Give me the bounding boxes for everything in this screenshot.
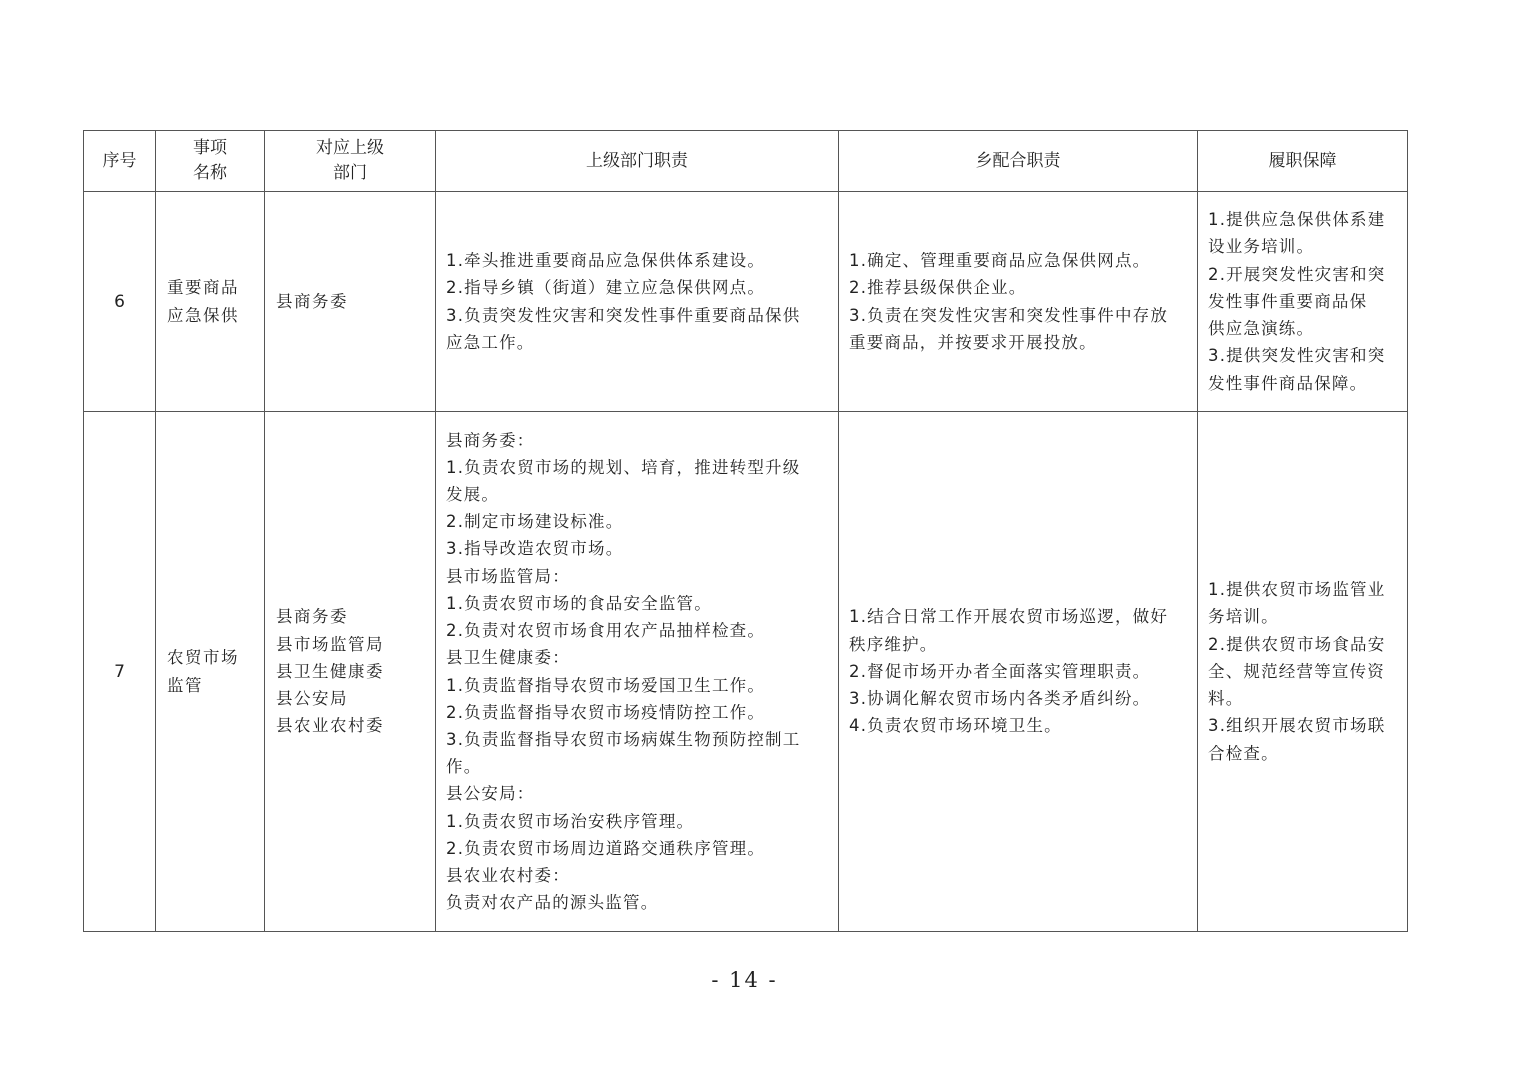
cell-guarantee-line: 料。 [1208, 689, 1244, 709]
cell-guarantee-line: 发性事件商品保障。 [1208, 373, 1368, 393]
cell-township-duty-line: 秩序维护。 [849, 634, 938, 654]
cell-guarantee-line: 发性事件重要商品保 [1208, 291, 1368, 311]
cell-guarantee-line: 供应急演练。 [1208, 319, 1315, 339]
header-township-duty: 乡配合职责 [839, 131, 1198, 192]
cell-guarantee-line: 3.组织开展农贸市场联 [1208, 716, 1386, 736]
cell-dept [265, 192, 436, 412]
cell-dept [265, 412, 436, 932]
cell-upper-duty-line: 2.负责农贸市场周边道路交通秩序管理。 [446, 838, 766, 858]
cell-upper-duty-line: 1.牵头推进重要商品应急保供体系建设。 [446, 251, 766, 271]
cell-guarantee-line: 1.提供应急保供体系建 [1208, 210, 1386, 230]
cell-township-duty-line: 重要商品，并按要求开展投放。 [849, 332, 1097, 352]
cell-township-duty-line: 3.协调化解农贸市场内各类矛盾纠纷。 [849, 689, 1151, 709]
cell-guarantee-line: 2.提供农贸市场食品安 [1208, 634, 1386, 654]
cell-dept-line: 县商务委 [276, 291, 348, 311]
cell-item-name [156, 192, 265, 412]
cell-township-duty-line: 3.负责在突发性灾害和突发性事件中存放 [849, 305, 1169, 325]
table-row [84, 412, 1408, 932]
cell-upper-duty-line: 3.指导改造农贸市场。 [446, 539, 624, 559]
cell-item-name-line: 监管 [167, 675, 203, 695]
cell-dept-line: 县公安局 [276, 689, 348, 709]
cell-upper-duty-line: 负责对农产品的源头监管。 [446, 893, 659, 913]
header-dept [265, 131, 436, 192]
cell-upper-duty-line: 2.制定市场建设标准。 [446, 512, 624, 532]
cell-dept-line: 县商务委 [276, 607, 348, 627]
cell-guarantee-line: 3.提供突发性灾害和突 [1208, 346, 1386, 366]
cell-dept-line: 县卫生健康委 [276, 661, 384, 681]
cell-upper-duty-line: 1.负责农贸市场治安秩序管理。 [446, 811, 695, 831]
cell-upper-duty [436, 192, 839, 412]
cell-seq: 7 [84, 412, 156, 932]
cell-upper-duty [436, 412, 839, 932]
cell-upper-duty-line: 县市场监管局： [446, 566, 570, 586]
cell-dept-line: 县农业农村委 [276, 716, 384, 736]
cell-upper-duty-line: 1.负责监督指导农贸市场爱国卫生工作。 [446, 675, 766, 695]
cell-upper-duty-line: 作。 [446, 757, 482, 777]
cell-guarantee [1198, 192, 1408, 412]
cell-dept-line: 县市场监管局 [276, 634, 384, 654]
cell-upper-duty-line: 县卫生健康委： [446, 648, 570, 668]
cell-guarantee-line: 2.开展突发性灾害和突 [1208, 264, 1386, 284]
table-row [84, 192, 1408, 412]
cell-township-duty-line: 2.推荐县级保供企业。 [849, 278, 1027, 298]
cell-township-duty [839, 412, 1198, 932]
cell-upper-duty-line: 2.负责监督指导农贸市场疫情防控工作。 [446, 702, 766, 722]
cell-upper-duty-line: 应急工作。 [446, 332, 535, 352]
cell-guarantee-line: 设业务培训。 [1208, 237, 1315, 257]
header-item-name-line1: 事项 [193, 138, 227, 158]
cell-upper-duty-line: 1.负责农贸市场的规划、培育，推进转型升级 [446, 457, 801, 477]
cell-township-duty-line: 4.负责农贸市场环境卫生。 [849, 716, 1062, 736]
header-dept-line1: 对应上级 [316, 138, 384, 158]
header-dept-line2: 部门 [333, 163, 367, 183]
header-item-name-line2: 名称 [193, 163, 227, 183]
cell-item-name-line: 农贸市场 [167, 648, 239, 668]
cell-seq: 6 [84, 192, 156, 412]
cell-upper-duty-line: 县商务委： [446, 430, 535, 450]
cell-item-name [156, 412, 265, 932]
cell-item-name-line: 应急保供 [167, 305, 239, 325]
cell-item-name-line: 重要商品 [167, 278, 239, 298]
cell-upper-duty-line: 1.负责农贸市场的食品安全监管。 [446, 593, 712, 613]
header-upper-duty: 上级部门职责 [436, 131, 839, 192]
cell-township-duty-line: 1.结合日常工作开展农贸市场巡逻，做好 [849, 607, 1169, 627]
cell-township-duty-line: 1.确定、管理重要商品应急保供网点。 [849, 251, 1151, 271]
cell-guarantee [1198, 412, 1408, 932]
cell-guarantee-line: 1.提供农贸市场监管业 [1208, 580, 1386, 600]
cell-guarantee-line: 全、规范经营等宣传资 [1208, 661, 1385, 681]
header-guarantee: 履职保障 [1198, 131, 1408, 192]
cell-upper-duty-line: 2.指导乡镇（街道）建立应急保供网点。 [446, 278, 766, 298]
cell-upper-duty-line: 3.负责突发性灾害和突发性事件重要商品保供 [446, 305, 801, 325]
cell-township-duty [839, 192, 1198, 412]
duties-table [83, 130, 1408, 932]
header-item-name [156, 131, 265, 192]
cell-upper-duty-line: 县公安局： [446, 784, 535, 804]
cell-guarantee-line: 务培训。 [1208, 607, 1279, 627]
table-header-row [84, 131, 1408, 192]
header-seq: 序号 [84, 131, 156, 192]
page-number: - 14 - [711, 968, 778, 992]
cell-upper-duty-line: 县农业农村委： [446, 865, 570, 885]
cell-upper-duty-line: 2.负责对农贸市场食用农产品抽样检查。 [446, 621, 766, 641]
cell-upper-duty-line: 3.负责监督指导农贸市场病媒生物预防控制工 [446, 729, 801, 749]
cell-township-duty-line: 2.督促市场开办者全面落实管理职责。 [849, 661, 1151, 681]
cell-upper-duty-line: 发展。 [446, 485, 500, 505]
cell-guarantee-line: 合检查。 [1208, 743, 1279, 763]
